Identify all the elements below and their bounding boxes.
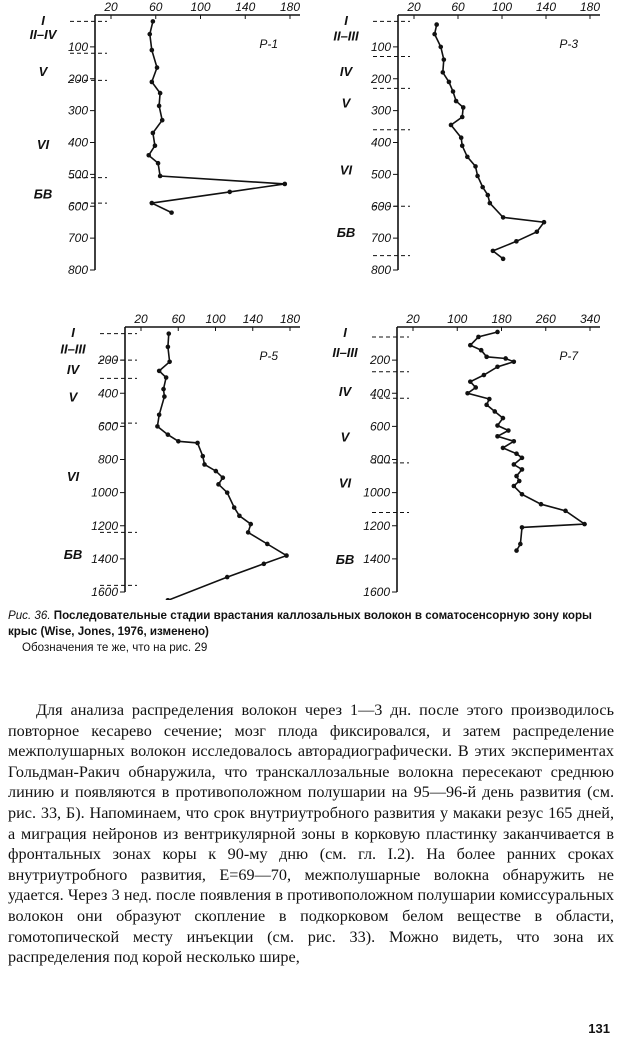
layer-label: VI <box>339 162 353 178</box>
x-tick-label: 180 <box>579 0 601 14</box>
x-tick-label: 20 <box>406 312 420 326</box>
data-point <box>162 394 167 399</box>
data-point <box>517 479 522 484</box>
data-point <box>447 80 452 85</box>
data-point <box>151 19 156 24</box>
data-point <box>156 161 161 166</box>
data-point <box>514 548 519 553</box>
x-tick-label: 140 <box>535 0 557 14</box>
caption-text: Последовательные стадии врастания каллозальных волокон в соматосенсорную зону коры крыс (Wise, Jones, 1976, изменено) <box>8 609 592 638</box>
x-tick-label: 180 <box>279 0 301 14</box>
data-point <box>473 164 478 169</box>
data-line <box>157 334 286 600</box>
y-tick-label: 400 <box>369 386 390 401</box>
data-point <box>488 201 493 206</box>
data-point <box>284 553 289 558</box>
y-tick-label: 800 <box>369 452 390 467</box>
data-point <box>495 364 500 369</box>
data-point <box>535 229 540 234</box>
data-point <box>539 502 544 507</box>
data-point <box>176 439 181 444</box>
data-point <box>501 257 506 262</box>
data-point <box>495 423 500 428</box>
figure-caption <box>8 608 613 656</box>
layer-label: I <box>343 325 347 340</box>
data-point <box>542 220 547 225</box>
data-point <box>454 99 459 104</box>
y-tick-label: 200 <box>97 353 118 368</box>
data-point <box>520 456 525 461</box>
data-point <box>514 451 519 456</box>
y-tick-label: 200 <box>67 71 88 86</box>
data-point <box>512 359 517 364</box>
data-point <box>158 174 163 179</box>
x-tick-label: 20 <box>134 312 148 326</box>
layer-label: IV <box>66 362 80 378</box>
y-tick-label: 400 <box>97 386 118 401</box>
x-tick-label: 60 <box>149 0 163 14</box>
data-point <box>480 185 485 190</box>
panel-label: P-7 <box>559 349 578 363</box>
layer-label: VI <box>338 475 352 491</box>
data-point <box>202 462 207 467</box>
data-point <box>460 115 465 120</box>
data-point <box>214 469 219 474</box>
y-tick-label: 100 <box>370 39 391 54</box>
x-tick-label: 20 <box>407 0 421 14</box>
data-point <box>161 387 166 392</box>
data-point <box>195 441 200 446</box>
data-point <box>150 80 155 85</box>
data-point <box>512 484 517 489</box>
data-point <box>449 123 454 128</box>
data-point <box>461 105 466 110</box>
data-point <box>160 118 165 123</box>
layer-label: VI <box>36 137 50 153</box>
data-point <box>518 542 523 547</box>
y-tick-label: 800 <box>67 263 88 277</box>
y-tick-label: 1000 <box>91 485 118 500</box>
data-point <box>246 530 251 535</box>
x-tick-label: 100 <box>205 312 226 326</box>
layer-label: II–III <box>60 341 86 357</box>
layer-label: БВ <box>336 224 356 240</box>
layer-label: VI <box>66 469 80 485</box>
y-tick-label: 600 <box>369 419 390 434</box>
layer-label: II–IV <box>29 27 57 43</box>
panel-label: P-3 <box>559 37 578 51</box>
data-point <box>459 135 464 140</box>
y-tick-label: 700 <box>370 231 391 246</box>
layer-label: V <box>68 389 78 405</box>
paragraph: Для анализа распределения волокон через 1—3 дн. после этого производилось повторное кесарево сечение; мозг плода фиксировался, и затем распределение межполушарных волокон исследовалось авторадиографически. В этих экспериментах Гольдман-Ракич обнаружила, что транскаллозальные волокна пересекают среднюю линию и появляются в противоположном полушарии на 95—96-й день развития (см. рис. 33, Б). Напоминаем, что срок внутриутробного развития у макаки резус 165 дней, а миграция нейронов из вентрикулярной зоны в корковую пластинку заканчивается в фронтальных зонах коры к 90-му дню (см. гл. I.2). На более ранних сроках внутриутробного развития, E=69—70, межполушарные волокна обнаружить не удается. Через 3 нед. после появления в противоположном полушарии комиссуральных волокон они образуют скопление в подкорковом белом веществе в области, гомотопической месту инъекции (см. рис. 33). Можно видеть, что зона их распределения под корой несколько шире, <box>8 701 614 967</box>
y-tick-label: 800 <box>97 452 118 467</box>
y-tick-label: 600 <box>67 199 88 214</box>
data-point <box>157 369 162 374</box>
x-tick-label: 140 <box>235 0 256 14</box>
data-point <box>465 391 470 396</box>
data-point <box>166 598 171 600</box>
data-point <box>485 193 490 198</box>
page-number: 131 <box>588 1021 610 1036</box>
data-point <box>514 239 519 244</box>
x-tick-label: 260 <box>535 312 556 326</box>
data-point <box>501 446 506 451</box>
data-point <box>262 562 267 567</box>
y-tick-label: 400 <box>67 135 88 150</box>
data-point <box>225 490 230 495</box>
data-point <box>227 190 232 195</box>
layer-label: V <box>341 95 351 111</box>
layer-label: V <box>38 63 48 79</box>
x-tick-label: 340 <box>579 312 601 326</box>
data-point <box>166 331 171 336</box>
data-point <box>147 32 152 37</box>
data-point <box>512 462 517 467</box>
data-point <box>438 45 443 50</box>
data-point <box>200 454 205 459</box>
y-tick-label: 1000 <box>363 485 390 500</box>
y-tick-label: 300 <box>67 103 88 118</box>
data-point <box>146 153 151 158</box>
layer-label: I <box>41 13 45 28</box>
data-point <box>225 575 230 580</box>
data-point <box>520 525 525 530</box>
data-point <box>150 48 155 53</box>
data-point <box>153 143 158 148</box>
data-point <box>432 32 437 37</box>
data-point <box>157 104 162 109</box>
data-point <box>434 22 439 27</box>
body-text <box>8 700 614 968</box>
data-point <box>484 403 489 408</box>
data-point <box>451 89 456 94</box>
data-point <box>484 355 489 360</box>
y-tick-label: 1400 <box>363 551 390 566</box>
layer-label: БВ <box>335 551 355 567</box>
data-point <box>501 416 506 421</box>
data-point <box>506 428 511 433</box>
data-point <box>520 467 525 472</box>
y-tick-label: 500 <box>67 167 88 182</box>
data-point <box>283 182 288 187</box>
data-point <box>487 397 492 402</box>
data-point <box>441 70 446 75</box>
y-tick-label: 1200 <box>363 518 390 533</box>
y-tick-label: 300 <box>370 103 391 118</box>
data-point <box>520 492 525 497</box>
panel-label: P-1 <box>259 37 278 51</box>
data-point <box>495 330 500 335</box>
data-point <box>166 432 171 437</box>
x-tick-label: 100 <box>190 0 211 14</box>
data-point <box>582 522 587 527</box>
data-point <box>248 522 253 527</box>
y-tick-label: 1400 <box>91 551 118 566</box>
layer-label: V <box>340 429 350 445</box>
data-point <box>503 356 508 361</box>
data-point <box>491 249 496 254</box>
layer-label: БВ <box>33 186 53 202</box>
data-point <box>216 482 221 487</box>
data-point <box>482 373 487 378</box>
chart-panel-3 <box>60 312 300 600</box>
data-point <box>442 57 447 62</box>
y-tick-label: 1600 <box>363 585 390 599</box>
x-tick-label: 140 <box>242 312 263 326</box>
y-tick-label: 1200 <box>91 518 118 533</box>
y-tick-label: 400 <box>370 135 391 150</box>
data-point <box>265 542 270 547</box>
data-point <box>237 514 242 519</box>
x-tick-label: 180 <box>279 312 301 326</box>
data-point <box>167 359 172 364</box>
data-point <box>460 143 465 148</box>
data-point <box>232 505 237 510</box>
data-point <box>473 385 478 390</box>
data-point <box>514 474 519 479</box>
data-point <box>501 215 506 220</box>
layer-label: I <box>344 13 348 28</box>
data-point <box>468 343 473 348</box>
chart-panel-4 <box>332 312 600 599</box>
y-tick-label: 600 <box>97 419 118 434</box>
y-tick-label: 200 <box>369 353 390 368</box>
data-point <box>150 201 155 206</box>
caption-note: Обозначения те же, что на рис. 29 <box>22 641 208 654</box>
data-point <box>476 335 481 340</box>
y-tick-label: 100 <box>67 39 88 54</box>
layer-label: БВ <box>63 546 83 562</box>
caption-label: Рис. 36. <box>8 609 51 622</box>
y-tick-label: 800 <box>370 263 391 277</box>
data-point <box>563 509 568 514</box>
layer-label: I <box>71 325 75 340</box>
data-point <box>465 155 470 160</box>
layer-label: IV <box>338 383 352 399</box>
data-line <box>435 25 544 259</box>
layer-label: IV <box>339 63 353 79</box>
y-tick-label: 500 <box>370 167 391 182</box>
x-tick-label: 60 <box>171 312 185 326</box>
data-point <box>169 210 174 215</box>
y-tick-label: 600 <box>370 199 391 214</box>
data-point <box>157 412 162 417</box>
data-point <box>495 434 500 439</box>
chart-panel-2 <box>333 0 600 277</box>
data-point <box>158 91 163 96</box>
data-point <box>492 409 497 414</box>
layer-label: II–III <box>332 344 358 360</box>
x-tick-label: 60 <box>451 0 465 14</box>
data-point <box>221 475 226 480</box>
data-point <box>155 424 160 429</box>
data-point <box>468 379 473 384</box>
x-tick-label: 100 <box>491 0 513 14</box>
data-point <box>479 348 484 353</box>
y-tick-label: 700 <box>67 231 88 246</box>
x-tick-label: 180 <box>491 312 512 326</box>
data-point <box>512 439 517 444</box>
data-point <box>155 65 160 70</box>
x-tick-label: 100 <box>447 312 468 326</box>
data-point <box>151 131 156 136</box>
layer-label: II–III <box>333 28 359 44</box>
data-point <box>475 174 480 179</box>
data-point <box>166 345 171 350</box>
chart-panel-1 <box>30 0 301 277</box>
panel-label: P-5 <box>259 349 278 363</box>
y-tick-label: 1600 <box>91 585 118 599</box>
data-line <box>468 332 585 551</box>
y-tick-label: 200 <box>370 71 391 86</box>
data-point <box>164 375 169 380</box>
x-tick-label: 20 <box>104 0 118 14</box>
